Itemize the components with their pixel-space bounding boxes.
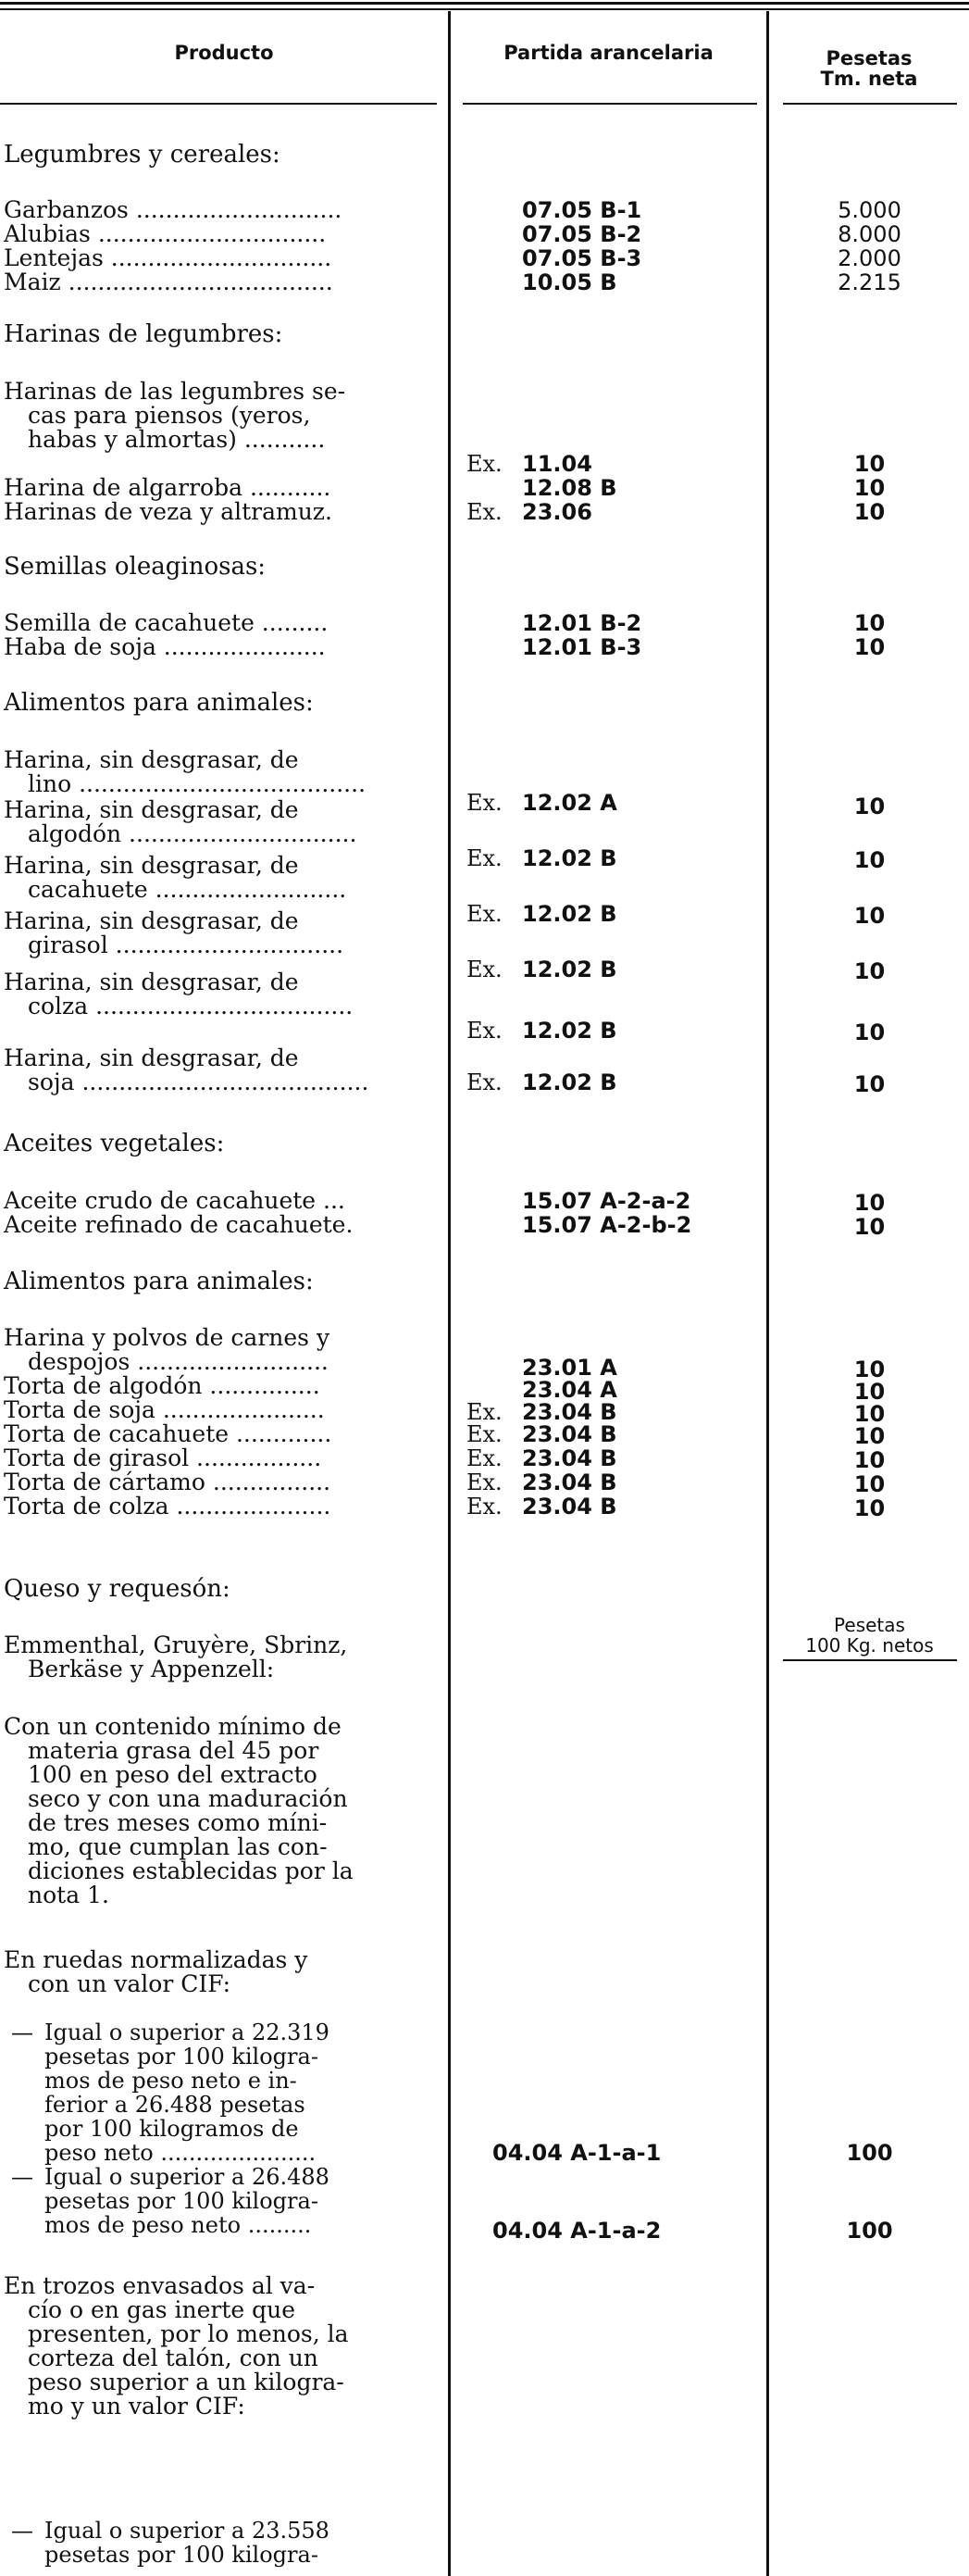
dash-line: pesetas por 100 kilogra- bbox=[44, 2044, 318, 2070]
row-value: 10 bbox=[853, 499, 886, 525]
partida-code: 04.04 A-1-a-2 bbox=[492, 2218, 662, 2244]
paragraph-line: Con un contenido mínimo de bbox=[4, 1713, 342, 1740]
row-value: 10 bbox=[853, 610, 886, 636]
row-product: Semilla de cacahuete ......... bbox=[4, 609, 329, 636]
unit-header-2-line1: Pesetas bbox=[834, 1614, 905, 1636]
ex-prefix: Ex. bbox=[466, 1399, 503, 1425]
ex-prefix: Ex. bbox=[466, 499, 503, 525]
vacuum-paragraph bbox=[4, 2274, 439, 2419]
row-value: 10 bbox=[853, 1357, 886, 1382]
partida-code: 15.07 A-2-a-2 bbox=[522, 1188, 691, 1214]
partida-code: 12.02 B bbox=[522, 845, 617, 871]
header-rule bbox=[783, 103, 957, 105]
section-heading: Harinas de legumbres: bbox=[4, 320, 283, 348]
row-product: Harina, sin desgrasar, de bbox=[4, 796, 299, 823]
dash-line: ferior a 26.488 pesetas bbox=[44, 2092, 305, 2118]
dash-line: pesetas por 100 kilogra- bbox=[44, 2542, 318, 2568]
partida-code: 07.05 B-1 bbox=[522, 197, 642, 223]
ex-prefix: Ex. bbox=[466, 901, 503, 927]
row-partida bbox=[466, 452, 592, 476]
paragraph-line: cío o en gas inerte que bbox=[28, 2296, 296, 2323]
row-product: Aceite refinado de cacahuete. bbox=[4, 1211, 354, 1238]
partida-code: 07.05 B-3 bbox=[522, 245, 642, 271]
partida-code: 12.02 B bbox=[522, 901, 617, 927]
header-pesetas-line1: Pesetas bbox=[826, 47, 913, 69]
row-product: Torta de colza ..................... bbox=[4, 1493, 331, 1519]
partida-code: 12.02 B bbox=[522, 1069, 617, 1095]
row-product: Harina y polvos de carnes y bbox=[4, 1324, 330, 1351]
column-separator bbox=[766, 11, 769, 2576]
subsection-title-cont: Berkäse y Appenzell: bbox=[28, 1656, 275, 1682]
partida-code: 15.07 A-2-b-2 bbox=[522, 1212, 692, 1238]
ex-prefix: Ex. bbox=[466, 1469, 503, 1495]
ex-prefix: Ex. bbox=[466, 957, 503, 982]
partida-code: 23.04 B bbox=[522, 1445, 617, 1471]
row-product: Torta de cártamo ................ bbox=[4, 1469, 331, 1495]
row-value: 8.000 bbox=[838, 221, 901, 247]
paragraph-line: En trozos envasados al va- bbox=[4, 2272, 316, 2299]
row-product: Maiz .................................... bbox=[4, 269, 333, 295]
row-product: Harina, sin desgrasar, de bbox=[4, 746, 299, 773]
row-product: Torta de cacahuete ............. bbox=[4, 1420, 332, 1447]
paragraph-line: mo, que cumplan las con- bbox=[28, 1833, 328, 1860]
partida-code: 23.04 A bbox=[522, 1377, 617, 1403]
section-heading: Semillas oleaginosas: bbox=[4, 553, 267, 581]
row-product: Harinas de veza y altramuz. bbox=[4, 498, 332, 525]
row-partida bbox=[466, 1070, 617, 1094]
row-product-cont: habas y almortas) ........... bbox=[28, 426, 326, 453]
row-value: 10 bbox=[853, 958, 886, 984]
dash-mark: — bbox=[11, 2020, 33, 2045]
row-product: Torta de soja ...................... bbox=[4, 1396, 325, 1423]
header-pesetas-line2: Tm. neta bbox=[820, 68, 918, 90]
row-partida bbox=[466, 1189, 690, 1213]
ex-prefix: Ex. bbox=[466, 845, 503, 871]
ex-prefix: Ex. bbox=[466, 1018, 503, 1044]
partida-code: 04.04 A-1-a-1 bbox=[492, 2140, 662, 2166]
row-value: 10 bbox=[853, 1401, 886, 1427]
row-partida bbox=[466, 1446, 617, 1470]
dash-item bbox=[11, 2164, 452, 2238]
row-product-cont: despojos .......................... bbox=[28, 1348, 329, 1375]
row-value: 10 bbox=[853, 475, 886, 501]
dash-line: Igual o superior a 22.319 bbox=[44, 2020, 329, 2045]
row-partida bbox=[466, 1519, 522, 1543]
row-partida bbox=[466, 500, 592, 524]
paragraph-line: de tres meses como míni- bbox=[28, 1809, 328, 1836]
row-product: Garbanzos ............................ bbox=[4, 196, 342, 223]
row-product: Lentejas .............................. bbox=[4, 244, 332, 271]
row-value: 2.215 bbox=[838, 269, 901, 295]
header-pesetas bbox=[769, 48, 969, 89]
condition-paragraph bbox=[4, 1715, 439, 1907]
dash-item bbox=[11, 2020, 452, 2166]
row-value: 10 bbox=[853, 1190, 886, 1216]
row-product: Haba de soja ...................... bbox=[4, 633, 326, 660]
partida-code: 23.04 B bbox=[522, 1494, 617, 1519]
row-value: 10 bbox=[853, 903, 886, 929]
header-rule bbox=[463, 103, 757, 105]
row-partida bbox=[466, 635, 641, 659]
row-partida bbox=[466, 198, 641, 222]
paragraph-line: presenten, por lo menos, la bbox=[28, 2320, 349, 2347]
top-rule bbox=[0, 2, 969, 5]
row-partida bbox=[492, 2219, 661, 2243]
row-value: 10 bbox=[853, 1495, 886, 1521]
paragraph-line: peso superior a un kilogra- bbox=[28, 2369, 344, 2395]
partida-code: 12.08 B bbox=[522, 475, 617, 501]
row-product-cont: cacahuete .......................... bbox=[28, 876, 347, 903]
partida-code: 23.06 bbox=[522, 499, 592, 525]
dash-mark: — bbox=[11, 2518, 33, 2544]
row-product: Alubias ............................... bbox=[4, 220, 327, 247]
partida-code: 12.02 B bbox=[522, 1018, 617, 1044]
unit-header-2-line2: 100 Kg. netos bbox=[805, 1634, 934, 1657]
row-partida bbox=[466, 957, 617, 982]
row-value: 10 bbox=[853, 634, 886, 660]
row-value: 10 bbox=[853, 1423, 886, 1449]
dash-mark: — bbox=[11, 2164, 33, 2190]
paragraph-line: corteza del talón, con un bbox=[28, 2345, 318, 2371]
row-partida bbox=[466, 611, 641, 635]
partida-code: 23.04 B bbox=[522, 1399, 617, 1425]
partida-code: 12.02 A bbox=[522, 790, 617, 816]
section-heading: Alimentos para animales: bbox=[4, 1268, 314, 1295]
row-value: 10 bbox=[853, 1379, 886, 1405]
row-product: Aceite crudo de cacahuete ... bbox=[4, 1187, 345, 1214]
dash-line: peso neto ...................... bbox=[44, 2140, 317, 2166]
row-partida bbox=[492, 2141, 661, 2165]
row-value: 100 bbox=[846, 2218, 893, 2244]
ex-prefix: Ex. bbox=[466, 1445, 503, 1471]
dash-line: Igual o superior a 26.488 bbox=[44, 2164, 329, 2190]
header-producto: Producto bbox=[174, 42, 274, 64]
partida-code: 12.01 B-3 bbox=[522, 634, 642, 660]
row-product: Torta de algodón ............... bbox=[4, 1372, 320, 1399]
row-partida bbox=[466, 846, 617, 870]
section-heading: Alimentos para animales: bbox=[4, 689, 314, 717]
dash-line: mos de peso neto e in- bbox=[44, 2068, 297, 2094]
row-value: 10 bbox=[853, 451, 886, 477]
partida-code: 23.01 A bbox=[522, 1355, 617, 1381]
row-product-cont: colza ................................... bbox=[28, 993, 354, 1019]
row-product: Harina, sin desgrasar, de bbox=[4, 969, 299, 995]
partida-code: 07.05 B-2 bbox=[522, 221, 642, 247]
ex-prefix: Ex. bbox=[466, 451, 503, 477]
row-partida bbox=[466, 476, 617, 500]
paragraph-line: En ruedas normalizadas y bbox=[4, 1946, 308, 1973]
dash-line: Igual o superior a 23.558 bbox=[44, 2518, 329, 2544]
partida-code: 12.01 B-2 bbox=[522, 610, 642, 636]
paragraph-line: nota 1. bbox=[28, 1882, 109, 1908]
paragraph-line: 100 en peso del extracto bbox=[28, 1761, 317, 1788]
partida-code: 23.04 B bbox=[522, 1469, 617, 1495]
row-product: Harina, sin desgrasar, de bbox=[4, 907, 299, 934]
partida-code: 12.02 B bbox=[522, 957, 617, 982]
subsection-title: Emmenthal, Gruyère, Sbrinz, bbox=[4, 1632, 348, 1658]
row-value: 10 bbox=[853, 1471, 886, 1497]
partida-code: 23.04 B bbox=[522, 1421, 617, 1447]
row-product: Torta de girasol ................. bbox=[4, 1444, 322, 1471]
ex-prefix: Ex. bbox=[466, 790, 503, 816]
paragraph-line: seco y con una maduración bbox=[28, 1785, 348, 1812]
partida-code: 10.05 B bbox=[522, 269, 617, 295]
ex-prefix: Ex. bbox=[466, 1069, 503, 1095]
unit-header-2 bbox=[770, 1615, 969, 1656]
dash-line: por 100 kilogramos de bbox=[44, 2116, 299, 2142]
row-product: Harinas de las legumbres se- bbox=[4, 378, 346, 405]
section-heading: Aceites vegetales: bbox=[4, 1130, 225, 1157]
partida-code: 11.04 bbox=[522, 451, 592, 477]
row-value: 5.000 bbox=[838, 197, 901, 223]
row-value: 100 bbox=[846, 2140, 893, 2166]
top-rule-thin bbox=[0, 8, 969, 10]
row-partida bbox=[466, 222, 641, 246]
ex-prefix: Ex. bbox=[466, 1421, 503, 1447]
row-value: 10 bbox=[853, 1214, 886, 1240]
paragraph-line: materia grasa del 45 por bbox=[28, 1737, 319, 1764]
paragraph-line: mo y un valor CIF: bbox=[28, 2393, 245, 2420]
section-heading: Queso y requesón: bbox=[4, 1575, 230, 1603]
paragraph-line: diciones establecidas por la bbox=[28, 1857, 354, 1884]
header-partida: Partida arancelaria bbox=[503, 42, 714, 64]
row-partida bbox=[466, 270, 617, 294]
row-value: 10 bbox=[853, 847, 886, 873]
row-partida bbox=[466, 246, 641, 270]
row-product-cont: soja ....................................... bbox=[28, 1069, 369, 1095]
row-value: 10 bbox=[853, 794, 886, 819]
unit-header-rule bbox=[783, 1659, 957, 1661]
dash-line: mos de peso neto ......... bbox=[44, 2212, 312, 2238]
row-partida bbox=[466, 1422, 617, 1446]
row-partida bbox=[466, 1213, 691, 1237]
row-product-cont: algodón ............................... bbox=[28, 820, 357, 847]
wheel-paragraph bbox=[4, 1948, 439, 1996]
dash-item bbox=[11, 2518, 452, 2568]
row-partida bbox=[466, 1494, 617, 1519]
row-partida bbox=[466, 1019, 617, 1043]
row-product-cont: girasol ............................... bbox=[28, 932, 344, 958]
row-value: 2.000 bbox=[838, 245, 901, 271]
dash-line: pesetas por 100 kilogra- bbox=[44, 2188, 318, 2214]
header-rule bbox=[0, 103, 437, 105]
section-heading: Legumbres y cereales: bbox=[4, 141, 280, 169]
row-value: 10 bbox=[853, 1071, 886, 1097]
paragraph-line: con un valor CIF: bbox=[28, 1970, 231, 1997]
row-product-cont: lino ....................................... bbox=[28, 770, 366, 797]
ex-prefix: Ex. bbox=[466, 1494, 503, 1519]
row-product: Harina, sin desgrasar, de bbox=[4, 1044, 299, 1071]
row-value: 10 bbox=[853, 1019, 886, 1045]
row-product: Harina de algarroba ........... bbox=[4, 474, 331, 501]
row-partida bbox=[466, 791, 617, 815]
row-product: Harina, sin desgrasar, de bbox=[4, 852, 299, 879]
row-partida bbox=[466, 1470, 617, 1494]
row-partida bbox=[466, 902, 617, 926]
row-product-cont: cas para piensos (yeros, bbox=[28, 402, 311, 429]
row-value: 10 bbox=[853, 1447, 886, 1473]
